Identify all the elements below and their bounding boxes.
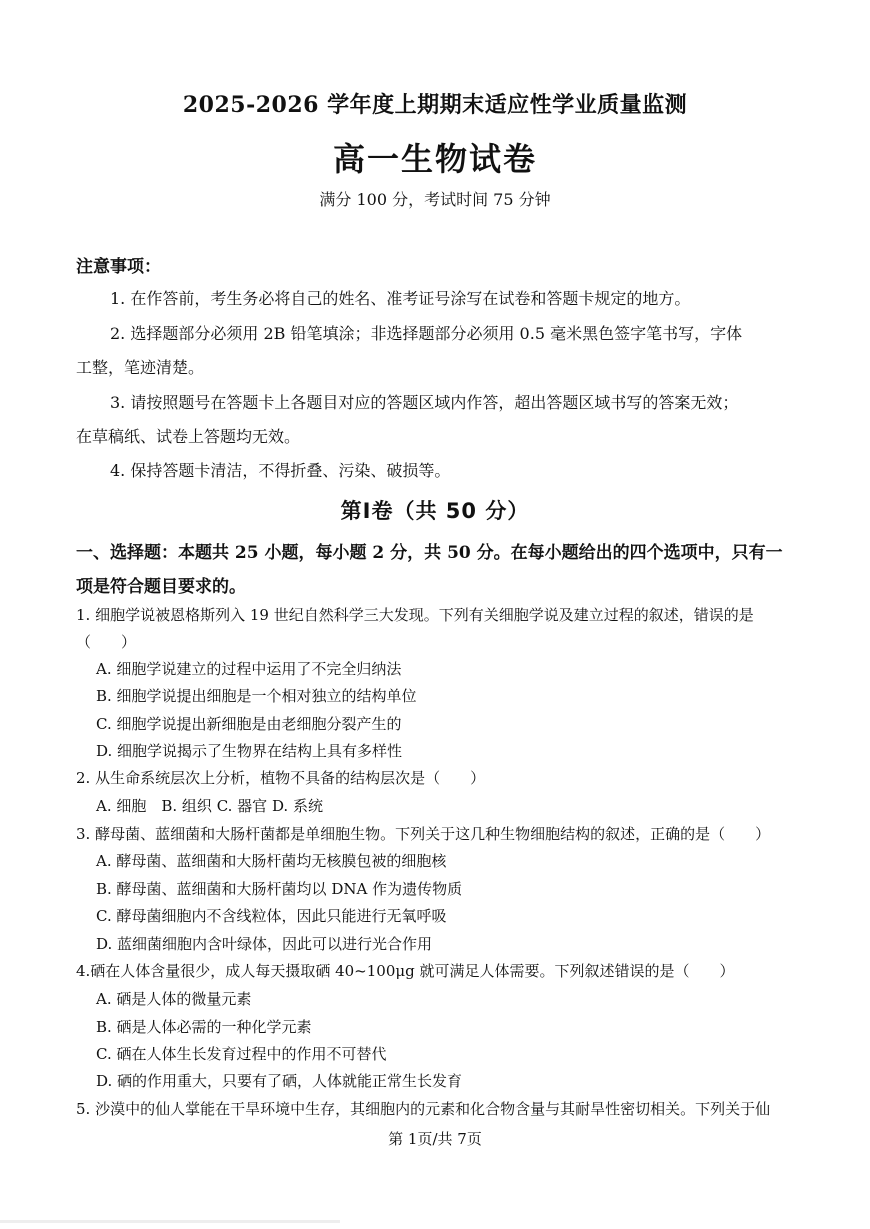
question-4-option-c: C. 硒在人体生长发育过程中的作用不可替代 [96, 1045, 387, 1063]
notice-item-2: 2. 选择题部分必须用 2B 铅笔填涂；非选择题部分必须用 0.5 毫米黑色签字笔书写，字体 [110, 324, 743, 343]
notice-item-4: 4. 保持答题卡清洁，不得折叠、污染、破损等。 [110, 461, 451, 480]
question-2-options: A. 细胞 B. 组织 C. 器官 D. 系统 [96, 797, 323, 815]
question-4-option-d: D. 硒的作用重大，只要有了硒，人体就能正常生长发育 [96, 1072, 463, 1090]
section-heading: 一、选择题：本题共 25 小题，每小题 2 分，共 50 分。在每小题给出的四个选项中，只有一 [76, 543, 783, 563]
volume-title: 第Ⅰ卷（共 50 分） [340, 499, 530, 523]
page-title: 高一生物试卷 [332, 140, 537, 178]
question-3-option-a: A. 酵母菌、蓝细菌和大肠杆菌均无核膜包被的细胞核 [96, 852, 447, 870]
question-1-option-d: D. 细胞学说揭示了生物界在结构上具有多样性 [96, 742, 403, 760]
question-1-option-b: B. 细胞学说提出细胞是一个相对独立的结构单位 [96, 687, 417, 705]
exam-header-line: 2025-2026 学年度上期期末适应性学业质量监测 [182, 92, 688, 118]
question-1-stem: 1. 细胞学说被恩格斯列入 19 世纪自然科学三大发现。下列有关细胞学说及建立过程的叙述，错误的是 [76, 606, 754, 624]
question-2-stem: 2. 从生命系统层次上分析，植物不具备的结构层次是（ ） [76, 769, 486, 787]
notice-title: 注意事项： [76, 257, 161, 277]
exam-subtitle: 满分 100 分，考试时间 75 分钟 [319, 190, 551, 209]
notice-item-3: 3. 请按照题号在答题卡上各题目对应的答题区域内作答，超出答题区域书写的答案无效； [110, 393, 739, 412]
page-footer: 第 1页/共 7页 [388, 1130, 482, 1148]
question-4-option-a: A. 硒是人体的微量元素 [96, 990, 252, 1008]
notice-item-1: 1. 在作答前，考生务必将自己的姓名、准考证号涂写在试卷和答题卡规定的地方。 [110, 289, 691, 308]
question-1-stem-cont: （ ） [76, 633, 137, 651]
question-5-stem: 5. 沙漠中的仙人掌能在干旱环境中生存，其细胞内的元素和化合物含量与其耐旱性密切相关。下列关于仙 [76, 1100, 771, 1118]
section-heading-cont: 项是符合题目要求的。 [76, 577, 246, 597]
question-3-stem: 3. 酵母菌、蓝细菌和大肠杆菌都是单细胞生物。下列关于这几种生物细胞结构的叙述，正确的是（ ） [76, 825, 771, 843]
question-1-option-a: A. 细胞学说建立的过程中运用了不完全归纳法 [96, 660, 402, 678]
question-4-option-b: B. 硒是人体必需的一种化学元素 [96, 1018, 312, 1036]
question-3-option-b: B. 酵母菌、蓝细菌和大肠杆菌均以 DNA 作为遗传物质 [96, 880, 463, 898]
question-1-option-c: C. 细胞学说提出新细胞是由老细胞分裂产生的 [96, 715, 402, 733]
notice-item-3-cont: 在草稿纸、试卷上答题均无效。 [76, 427, 301, 446]
question-3-option-c: C. 酵母菌细胞内不含线粒体，因此只能进行无氧呼吸 [96, 907, 447, 925]
question-3-option-d: D. 蓝细菌细胞内含叶绿体，因此可以进行光合作用 [96, 935, 433, 953]
notice-item-2-cont: 工整，笔迹清楚。 [76, 358, 205, 377]
scan-edge-line [0, 1220, 340, 1223]
question-4-stem: 4.硒在人体含量很少，成人每天摄取硒 40~100μg 就可满足人体需要。下列叙述错误的是（ ） [76, 962, 735, 980]
